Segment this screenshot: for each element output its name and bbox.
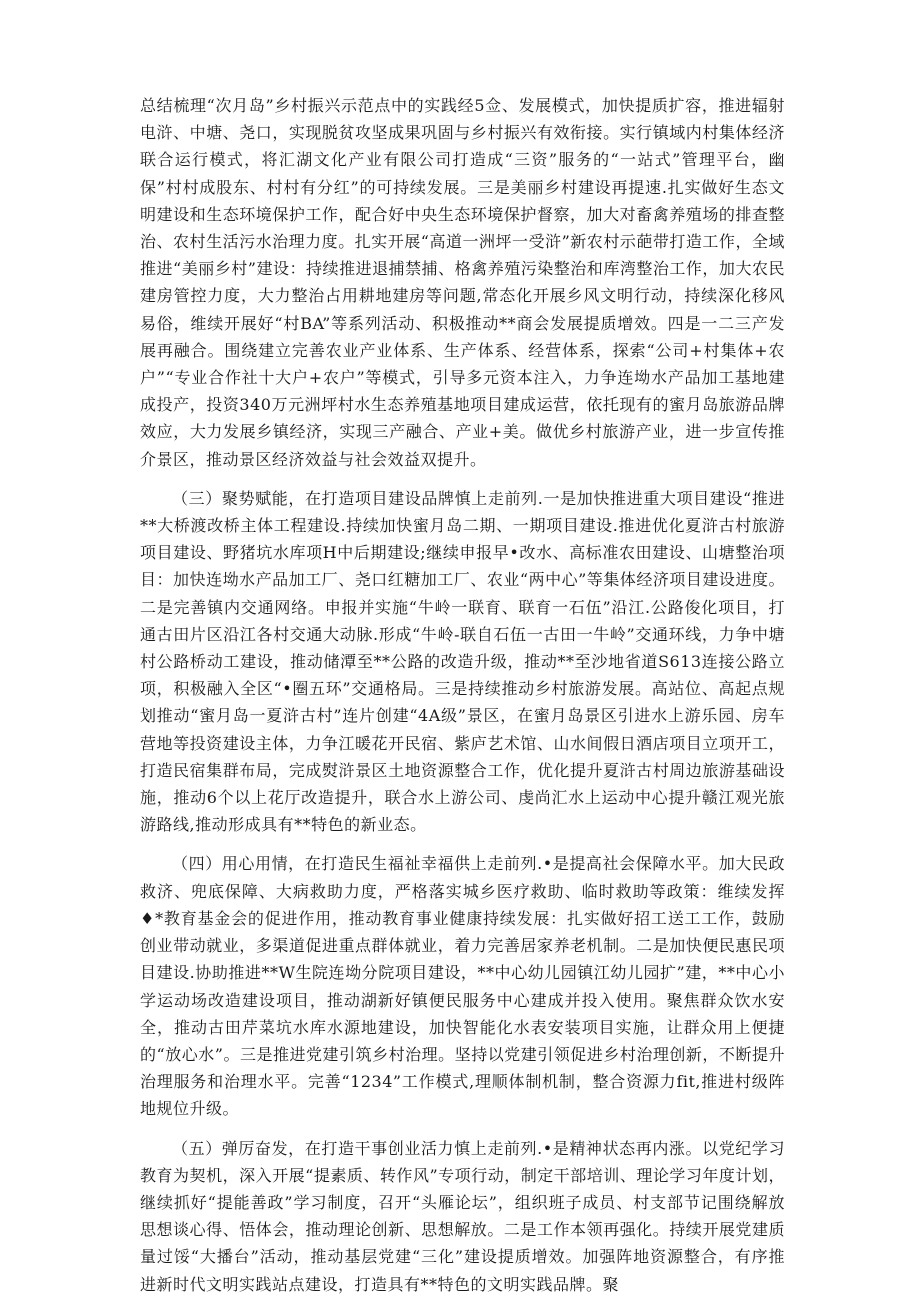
paragraph-rural-revitalization: 总结梳理“次月岛”乡村振兴示范点中的实践经5佥、发展模式，加快提质扩容，推进辐射电浒、中塘、尧口，实现脱贫攻坚成果巩固与乡村振兴有效衔接。实行镇域内村集体经济联合运行模式，将汇湖文化产业有限公司打造成“三资”服务的“一站式”管理平台，幽保”村村成股东、村村有分红”的可持续发展。三是美丽乡村建设再提速.扎实做好生态文明建设和生态环境保护工作，配合好中央生态环境保护督察，加大对畜禽养殖场的排查整治、农村生活污水治理力度。扎实开展“高道一洲坪一受浒”新农村示葩带打造工作，全域推进“美丽乡村”建设：持续推进退捕禁捕、格禽养殖污染整治和库湾整治工作，加大农民建房管控力度，大力整治占用耕地建房等问题,常态化开展乡风文明行动，持续深化移风易俗，维续开展好“村BA”等系列活动、积极推动**商会发展提质增效。四是一二三产发展再融合。围绕建立完善农业产业体系、生产体系、经营体系，探索“公司+村集体+农户”“专业合作社十大户+农户”等模式，引导多元资本注入，力争连坳水产品加工基地建成投产，投资340万元洲坪村水生态养殖基地项目建成运营，依托现有的蜜月岛旅游品牌效应，大力发展乡镇经济，实现三产融合、产业+美。做优乡村旅游产业，进一步宣传推介景区，推动景区经济效益与社会效益双提升。: [140, 96, 785, 469]
document-page: [140, 92, 785, 1310]
paragraph-work-vitality: （五）弹厉奋发，在打造干事创业活力慎上走前列.•是精神状态再内涨。以党纪学习教育为契机，深入开展“提素质、转作风”专项行动，制定干部培训、理论学习年度计划，继续抓好“提能善政”学习制度，召开“头雁论坛”，组织班子成员、村支部节记围绕解放思想谈心得、悟体会，推动理论创新、思想解放。二是工作本领再强化。持续开展党建质量过馁“大播台”活动，推动基层党建“三化”建设提质增效。加强阵地资源整合，有序推进新时代文明实践站点建设，打造具有**特色的文明实践品牌。聚: [140, 1138, 785, 1294]
paragraph-livelihood: （四）用心用情，在打造民生福祉幸福供上走前列.•是提高社会保障水平。加大民政救济、兜底保障、大病救助力度，严格落实城乡医疗救助、临时救助等政策：维续发挥♦*教育基金会的促进作用，推动教育事业健康持续发展：扎实做好招工送工工作，鼓励创业带动就业，多渠道促进重点群体就业，着力完善居家养老机制。二是加快便民惠民项目建设.协助推进**W生院连坳分院项目建设，**中心幼儿园镇江幼儿园扩”建，**中心小学运动场改造建设项目，推动湖新好镇便民服务中心建成并投入使用。聚焦群众饮水安全，推动古田芹菜坑水库水源地建设，加快智能化水表安装项目实施，让群众用上便捷的“放心水”。三是推进党建引筑乡村治理。坚持以党建引领促进乡村治理创新，不断提升治理服务和治理水平。完善“1234”工作模式,理顺体制机制，整合资源力fit,推进村级阵地规位升级。: [140, 854, 785, 1119]
paragraph-project-construction: （三）聚势赋能，在打造项目建设品牌慎上走前列.一是加快推进重大项目建设“推进**大桥渡改桥主体工程建设.持续加快蜜月岛二期、一期项目建设.推进优化夏浒古村旅游项目建设、野猪坑水库项H中后期建设;继续申报早•改水、高标准农田建设、山塘整治项目：加快连坳水产品加工厂、尧口红糖加工厂、农业“两中心”等集体经济项目建设进度。二是完善镇内交通网络。申报并实施“牛岭一联育、联育一石伍”沿江.公路俊化项目，打通古田片区沿江各村交通大动脉.形成“牛岭-联自石伍一古田一牛岭”交通环线，力争中塘村公路桥动工建设，推动储潭至**公路的改造升级，推动**至沙地省道S613连接公路立项，积极融入全区“•圈五环”交通格局。三是持续推动乡村旅游发展。高站位、高起点规划推动“蜜月岛一夏浒古村”连片创建“4A级”景区，在蜜月岛景区引进水上游乐园、房车营地等投资建设主体，力争江暖花开民宿、紫庐艺术馆、山水间假日酒店项目立项开工，打造民宿集群布局，完成熨浒景区土地资源整合工作，优化提升夏浒古村周边旅游基础设施，推动6个以上花厅改造提升，联合水上游公司、虔尚汇水上运动中心提升赣江观光旅游路线,推动形成具有**特色的新业态。: [140, 488, 785, 835]
